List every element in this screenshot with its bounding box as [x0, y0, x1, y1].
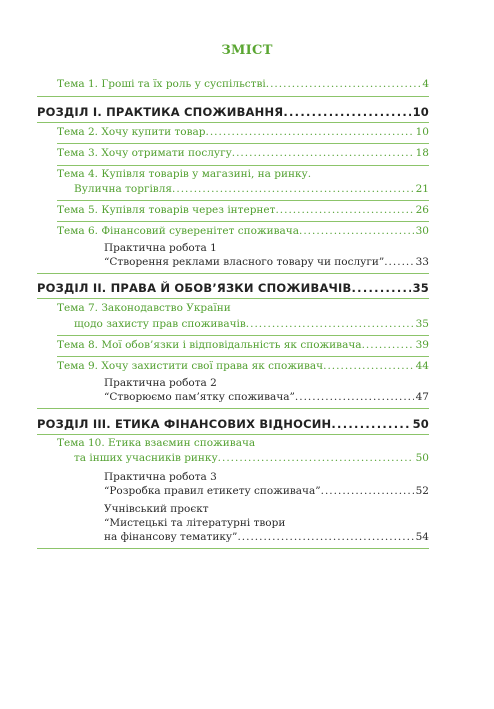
- toc-practical-2[interactable]: [104, 391, 429, 404]
- toc-practical-2-line-1[interactable]: Практична робота 2: [104, 377, 217, 389]
- toc-page-number: 50: [415, 452, 429, 464]
- toc-entry-topic-6[interactable]: [57, 225, 429, 238]
- toc-practical-1-line-1[interactable]: Практична робота 1: [104, 242, 217, 254]
- toc-entry-topic-4-line-1[interactable]: Тема 4. Купівля товарів у магазині, на ринку.: [57, 168, 312, 180]
- divider: [37, 434, 429, 435]
- leader-dots: [384, 256, 413, 269]
- toc-page-number: 44: [415, 360, 429, 372]
- toc-page-number: 10: [415, 126, 429, 138]
- leader-dots: [299, 225, 414, 238]
- divider: [57, 143, 429, 144]
- toc-page-number: 35: [412, 281, 429, 295]
- toc-practical-3-line-1[interactable]: Практична робота 3: [104, 471, 217, 483]
- toc-entry-label: Вулична торгівля: [74, 183, 173, 195]
- toc-section-label: РОЗДІЛ І. ПРАКТИКА СПОЖИВАННЯ: [37, 105, 284, 119]
- toc-page-number: 18: [415, 147, 429, 159]
- toc-entry-label: Тема 8. Мої обов’язки і відповідальність як споживача: [57, 339, 362, 351]
- divider: [37, 122, 429, 123]
- toc-entry-label: Тема 2. Хочу купити товар: [57, 126, 206, 138]
- toc-entry-label: щодо захисту прав споживачів: [74, 318, 246, 330]
- leader-dots: [283, 106, 410, 119]
- toc-page-number: 50: [412, 417, 429, 431]
- divider: [57, 356, 429, 357]
- divider: [37, 548, 429, 549]
- toc-entry-topic-7-line-1[interactable]: Тема 7. Законодавство України: [57, 302, 231, 314]
- toc-page-number: 52: [415, 485, 429, 497]
- leader-dots: [266, 78, 421, 91]
- toc-entry-topic-8[interactable]: [57, 339, 429, 352]
- divider: [57, 221, 429, 222]
- toc-entry-topic-10[interactable]: [74, 452, 429, 465]
- leader-dots: [323, 360, 414, 373]
- divider: [37, 96, 429, 97]
- divider: [37, 408, 429, 409]
- toc-project-line-2[interactable]: “Мистецькі та літературні твори: [104, 517, 286, 529]
- toc-entry-topic-5[interactable]: [57, 204, 429, 217]
- toc-page-number: 10: [412, 105, 429, 119]
- toc-title: ЗМІСТ: [221, 43, 273, 58]
- toc-section-label: РОЗДІЛ ІІ. ПРАВА Й ОБОВ’ЯЗКИ СПОЖИВАЧІВ: [37, 281, 352, 295]
- toc-page-number: 30: [415, 225, 429, 237]
- toc-entry-topic-1[interactable]: [57, 78, 429, 91]
- leader-dots: [351, 282, 410, 295]
- toc-project-line-1[interactable]: Учнівський проєкт: [104, 503, 209, 515]
- leader-dots: [172, 183, 414, 196]
- toc-page-number: 4: [422, 78, 429, 90]
- toc-page-number: 47: [415, 391, 429, 403]
- toc-entry-topic-9[interactable]: [57, 360, 429, 373]
- toc-section-3[interactable]: [37, 418, 429, 431]
- toc-section-2[interactable]: [37, 282, 429, 295]
- toc-entry-topic-3[interactable]: [57, 147, 429, 160]
- toc-page-number: 39: [415, 339, 429, 351]
- toc-section-1[interactable]: [37, 106, 429, 119]
- leader-dots: [331, 418, 410, 431]
- toc-entry-label: Тема 5. Купівля товарів через інтернет: [57, 204, 276, 216]
- toc-entry-label: на фінансову тематику”: [104, 531, 238, 543]
- leader-dots: [295, 391, 414, 404]
- divider: [57, 335, 429, 336]
- toc-entry-label: Тема 9. Хочу захистити свої права як споживач: [57, 360, 324, 372]
- toc-entry-label: “Створюємо пам’ятку споживача”: [104, 391, 295, 403]
- toc-section-label: РОЗДІЛ ІІІ. ЕТИКА ФІНАНСОВИХ ВІДНОСИН: [37, 417, 332, 431]
- toc-page-number: 26: [415, 204, 429, 216]
- leader-dots: [237, 531, 413, 544]
- toc-entry-label: Тема 1. Гроші та їх роль у суспільстві: [57, 78, 266, 90]
- leader-dots: [362, 339, 414, 352]
- toc-entry-label: Тема 3. Хочу отримати послугу: [57, 147, 232, 159]
- leader-dots: [218, 452, 414, 465]
- toc-entry-topic-4[interactable]: [74, 183, 429, 196]
- divider: [37, 298, 429, 299]
- toc-page-number: 35: [415, 318, 429, 330]
- leader-dots: [232, 147, 414, 160]
- toc-student-project[interactable]: [104, 531, 429, 544]
- divider: [57, 200, 429, 201]
- toc-entry-label: та інших учасників ринку: [74, 452, 218, 464]
- toc-entry-topic-7[interactable]: [74, 318, 429, 331]
- toc-page-number: 33: [415, 256, 429, 268]
- leader-dots: [246, 318, 414, 331]
- toc-practical-1[interactable]: [104, 256, 429, 269]
- toc-practical-3[interactable]: [104, 485, 429, 498]
- divider: [37, 273, 429, 274]
- toc-entry-topic-10-line-1[interactable]: Тема 10. Етика взаємин споживача: [57, 437, 256, 449]
- toc-entry-topic-2[interactable]: [57, 126, 429, 139]
- leader-dots: [206, 126, 414, 139]
- toc-page-number: 54: [415, 531, 429, 543]
- toc-page-number: 21: [415, 183, 429, 195]
- leader-dots: [321, 485, 414, 498]
- toc-entry-label: “Розробка правил етикету споживача”: [104, 485, 321, 497]
- toc-entry-label: Тема 6. Фінансовий суверенітет споживача: [57, 225, 299, 237]
- leader-dots: [275, 204, 413, 217]
- toc-entry-label: “Створення реклами власного товару чи послуги”: [104, 256, 385, 268]
- divider: [57, 165, 429, 166]
